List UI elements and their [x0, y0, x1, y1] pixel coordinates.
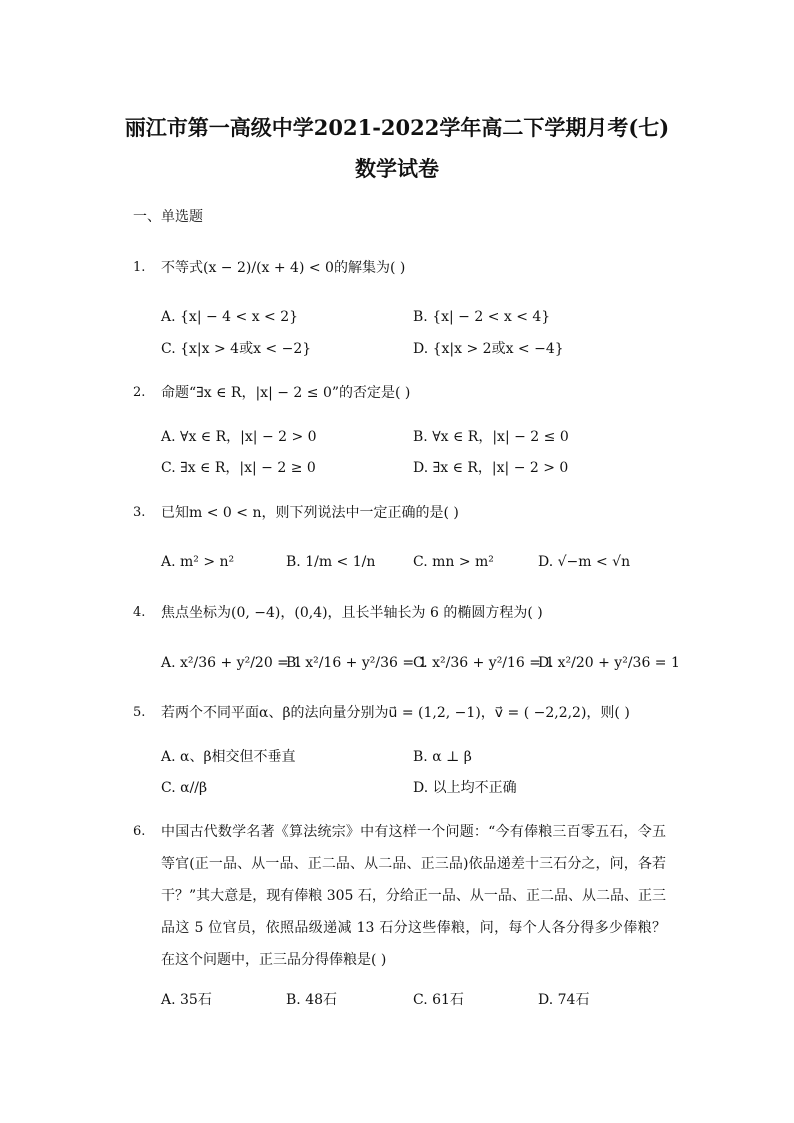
option-b: B. 1/m < 1/n	[286, 554, 376, 570]
option-d: D. x²/20 + y²/36 = 1	[538, 655, 680, 671]
exam-title: 丽江市第一高级中学2021-2022学年高二下学期月考(七)	[124, 115, 670, 140]
question-number: 4.	[133, 605, 146, 620]
option-c: C. mn > m²	[413, 554, 494, 570]
question-number: 2.	[133, 385, 146, 400]
option-b: B. {x| − 2 < x < 4}	[413, 309, 551, 325]
option-d: D. ∃x ∈ R，|x| − 2 > 0	[413, 460, 569, 476]
exam-subtitle: 数学试卷	[355, 156, 439, 181]
question-stem: 焦点坐标为(0, −4)，(0,4)，且长半轴长为 6 的椭圆方程为( )	[161, 605, 543, 621]
option-b: B. 48石	[286, 992, 338, 1008]
option-a: A. x²/36 + y²/20 = 1	[161, 655, 303, 671]
option-a: A. α、β相交但不垂直	[161, 749, 296, 765]
option-d: D. √−m < √n	[538, 554, 631, 570]
option-c: C. x²/36 + y²/16 = 1	[413, 655, 555, 671]
section-heading: 一、单选题	[133, 209, 203, 225]
option-d: D. 74石	[538, 992, 590, 1008]
option-a: A. ∀x ∈ R，|x| − 2 > 0	[161, 429, 317, 445]
option-a: A. m² > n²	[161, 554, 235, 570]
option-a: A. 35石	[161, 992, 212, 1008]
option-d: D. 以上均不正确	[413, 780, 517, 796]
option-a: A. {x| − 4 < x < 2}	[161, 309, 299, 325]
option-c: C. ∃x ∈ R，|x| − 2 ≥ 0	[161, 460, 316, 476]
question-stem: 若两个不同平面α、β的法向量分别为u⃗ = (1,2, −1)，v⃗ = ( −2,2,2)，则( )	[161, 705, 630, 721]
option-c: C. 61石	[413, 992, 464, 1008]
question-number: 1.	[133, 260, 146, 275]
option-b: B. ∀x ∈ R，|x| − 2 ≤ 0	[413, 429, 569, 445]
question-number: 5.	[133, 705, 146, 720]
option-d: D. {x|x > 2或x < −4}	[413, 341, 564, 357]
question-stem: 不等式(x − 2)/(x + 4) < 0的解集为( )	[161, 260, 406, 276]
option-b: B. α ⊥ β	[413, 749, 472, 765]
question-stem: 已知m < 0 < n，则下列说法中一定正确的是( )	[161, 505, 459, 521]
question-stem: 命题“∃x ∈ R，|x| − 2 ≤ 0”的否定是( )	[161, 385, 411, 401]
option-c: C. {x|x > 4或x < −2}	[161, 341, 312, 357]
option-c: C. α//β	[161, 780, 208, 796]
question-stem: 中国古代数学名著《算法统宗》中有这样一个问题：“今有俸粮三百零五石，令五等官(正一品、从一品、正二品、从二品、正三品)依品递差十三石分之，问，各若干？”其大意是，现有俸粮 305 石，分给正一品、从一品、正二品、从二品、正三品这 5 位官员，依照品级递减 13 石分这些俸粮，问，每个人各分得多少俸粮？在这个问题中，正三品分得俸粮是( )	[161, 824, 666, 968]
question-number: 6.	[133, 824, 146, 839]
question-number: 3.	[133, 505, 146, 520]
option-b: B. x²/16 + y²/36 = 1	[286, 655, 428, 671]
